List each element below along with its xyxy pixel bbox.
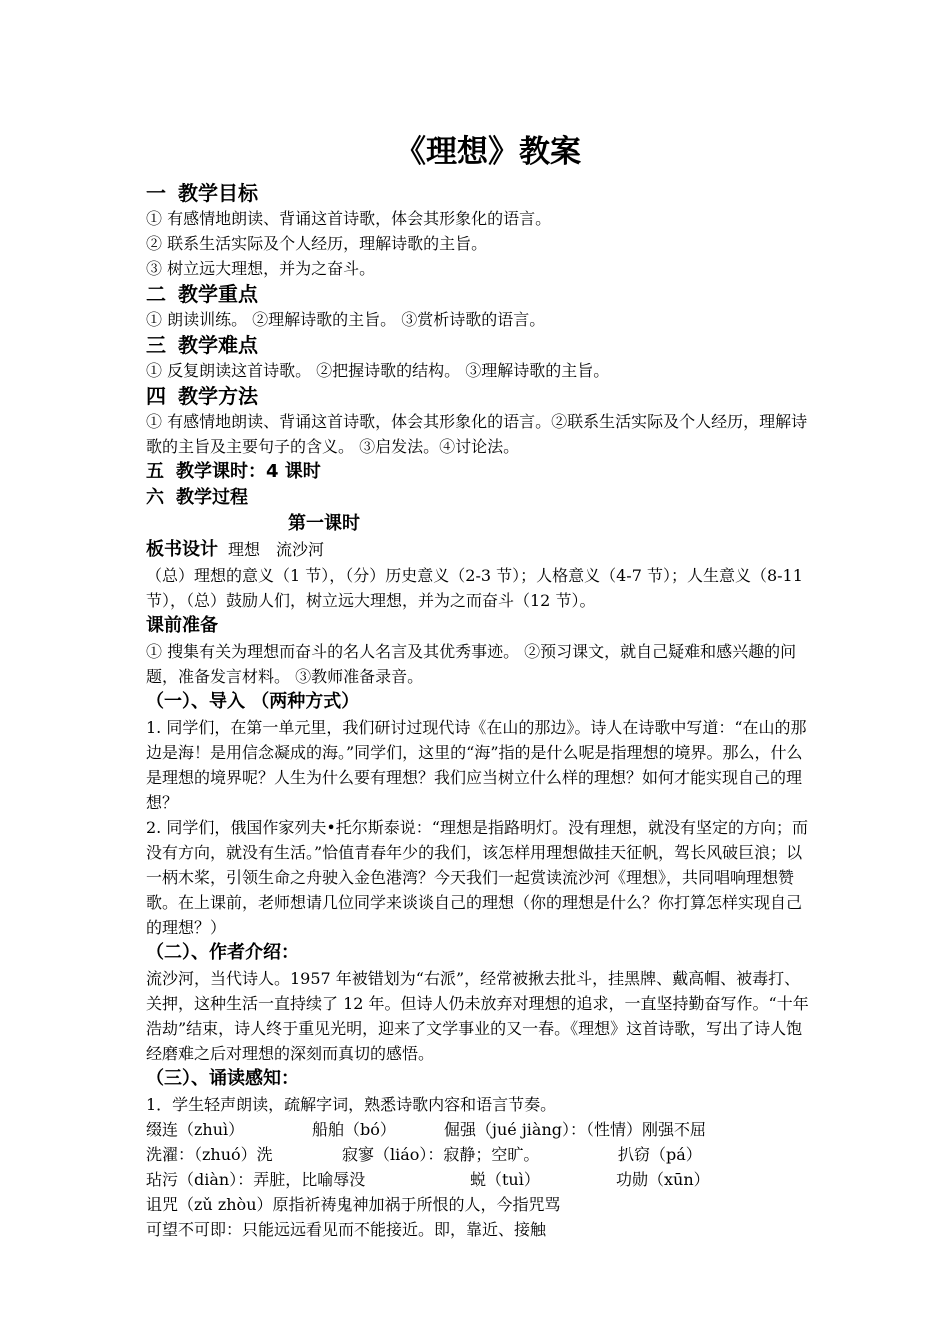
vocab-item: 玷污（diàn）：弄脏，比喻辱没	[146, 1170, 366, 1189]
vocab-item: 倔强（jué jiàng）：（性情）刚强不屈	[444, 1120, 706, 1139]
vocab-item: 功勋（xūn）	[616, 1170, 710, 1189]
section-title: 教学过程	[176, 487, 248, 508]
section-number: 三	[146, 333, 166, 357]
reading-text: 1．学生轻声朗读，疏解字词，熟悉诗歌内容和语言节奏。	[146, 1095, 557, 1114]
prep-text: ① 搜集有关为理想而奋斗的名人名言及其优秀事迹。 ②预习课文，就自己疑难和感兴趣的问题，准备发言材料。 ③教师准备录音。	[146, 642, 797, 686]
intro-heading: （一）、导入 （两种方式）	[146, 691, 360, 712]
author-text: 流沙河，当代诗人。1957 年被错划为“右派”，经常被揪去批斗，挂黑牌、戴高帽、被毒打、关押，这种生活一直持续了 12 年。但诗人仍未放弃对理想的追求，一直坚持勤奋写作。“十年浩劫”结束，诗人终于重见光明，迎来了文学事业的又一春。《理想》这首诗歌，写出了诗人饱经磨难之后对理想的深刻而真切的感悟。	[146, 969, 809, 1063]
lesson-heading: 第一课时	[288, 513, 360, 534]
intro-paragraph: 1. 同学们，在第一单元里，我们研讨过现代诗《在山的那边》。诗人在诗歌中写道：“在山的那边是海！是用信念凝成的海。”同学们，这里的“海”指的是什么呢是指理想的境界。那么，什么是理想的境界呢？人生为什么要有理想？我们应当树立什么样的理想？如何才能实现自己的理想？	[146, 718, 807, 812]
section-heading-hours	[146, 459, 816, 485]
page-title: 《理想》教案	[395, 134, 581, 170]
author-heading: （二）、作者介绍：	[146, 942, 299, 963]
vocab-row	[146, 1142, 816, 1167]
section-title: 教学目标	[178, 181, 258, 205]
board-text: （总）理想的意义（1 节），（分）历史意义（2-3 节）；人格意义（4-7 节）；人生意义（8-11 节），（总）鼓励人们，树立远大理想，并为之而奋斗（12 节）。	[146, 566, 803, 610]
section-number: 一	[146, 181, 166, 205]
section-title: 教学方法	[178, 384, 258, 408]
difficulty-text: ① 反复朗读这首诗歌。 ②把握诗歌的结构。 ③理解诗歌的主旨。	[146, 361, 610, 380]
intro-paragraph: 2. 同学们，俄国作家列夫•托尔斯泰说：“理想是指路明灯。没有理想，就没有坚定的方向；而没有方向，就没有生活。”恰值青春年少的我们，该怎样用理想做挂天征帆，驾长风破巨浪；以一柄木桨，引领生命之舟驶入金色港湾？今天我们一起赏读流沙河《理想》，共同唱响理想赞歌。在上课前，老师想请几位同学来谈谈自己的理想（你的理想是什么？你打算怎样实现自己的理想？）	[146, 818, 808, 937]
section-number: 五	[146, 461, 164, 482]
section-heading-process	[146, 485, 816, 511]
vocab-line: 可望不可即：只能远远看见而不能接近。即，靠近、接触	[146, 1220, 547, 1239]
section-heading-difficulty	[146, 332, 816, 358]
section-heading-goals	[146, 180, 816, 206]
board-inline: 理想 流沙河	[228, 540, 325, 559]
reading-heading: （三）、诵读感知：	[146, 1068, 299, 1089]
board-label: 板书设计	[146, 539, 218, 560]
board-design-heading	[146, 537, 816, 563]
vocab-item: 寂寥（liáo）：寂静；空旷。	[342, 1145, 540, 1164]
vocab-line: 诅咒（zǔ zhòu）原指祈祷鬼神加祸于所恨的人，今指咒骂	[146, 1195, 561, 1214]
section-number: 二	[146, 282, 166, 306]
section-heading-methods	[146, 383, 816, 409]
goal-item: ① 有感情地朗读、背诵这首诗歌，体会其形象化的语言。	[146, 209, 552, 228]
vocab-item: 船舶（bó）	[312, 1120, 396, 1139]
vocab-item: 蜕（tuì）	[470, 1170, 540, 1189]
vocab-item: 扒窃（pá）	[618, 1145, 702, 1164]
goal-item: ② 联系生活实际及个人经历，理解诗歌的主旨。	[146, 234, 488, 253]
section-number: 六	[146, 487, 164, 508]
methods-text: ① 有感情地朗读、背诵这首诗歌，体会其形象化的语言。②联系生活实际及个人经历，理解诗歌的主旨及主要句子的含义。 ③启发法。④讨论法。	[146, 412, 808, 456]
vocab-item: 洗濯：（zhuó）洗	[146, 1145, 273, 1164]
focus-text: ① 朗读训练。 ②理解诗歌的主旨。 ③赏析诗歌的语言。	[146, 310, 546, 329]
vocab-row	[146, 1167, 816, 1192]
section-title: 教学课时：4 课时	[176, 461, 321, 482]
section-number: 四	[146, 384, 166, 408]
section-heading-focus	[146, 281, 816, 307]
prep-heading: 课前准备	[146, 615, 218, 636]
section-title: 教学重点	[178, 282, 258, 306]
vocab-item: 缀连（zhuì）	[146, 1120, 245, 1139]
goal-item: ③ 树立远大理想，并为之奋斗。	[146, 259, 376, 278]
section-title: 教学难点	[178, 333, 258, 357]
vocab-row	[146, 1117, 816, 1142]
document-page	[146, 120, 816, 1242]
